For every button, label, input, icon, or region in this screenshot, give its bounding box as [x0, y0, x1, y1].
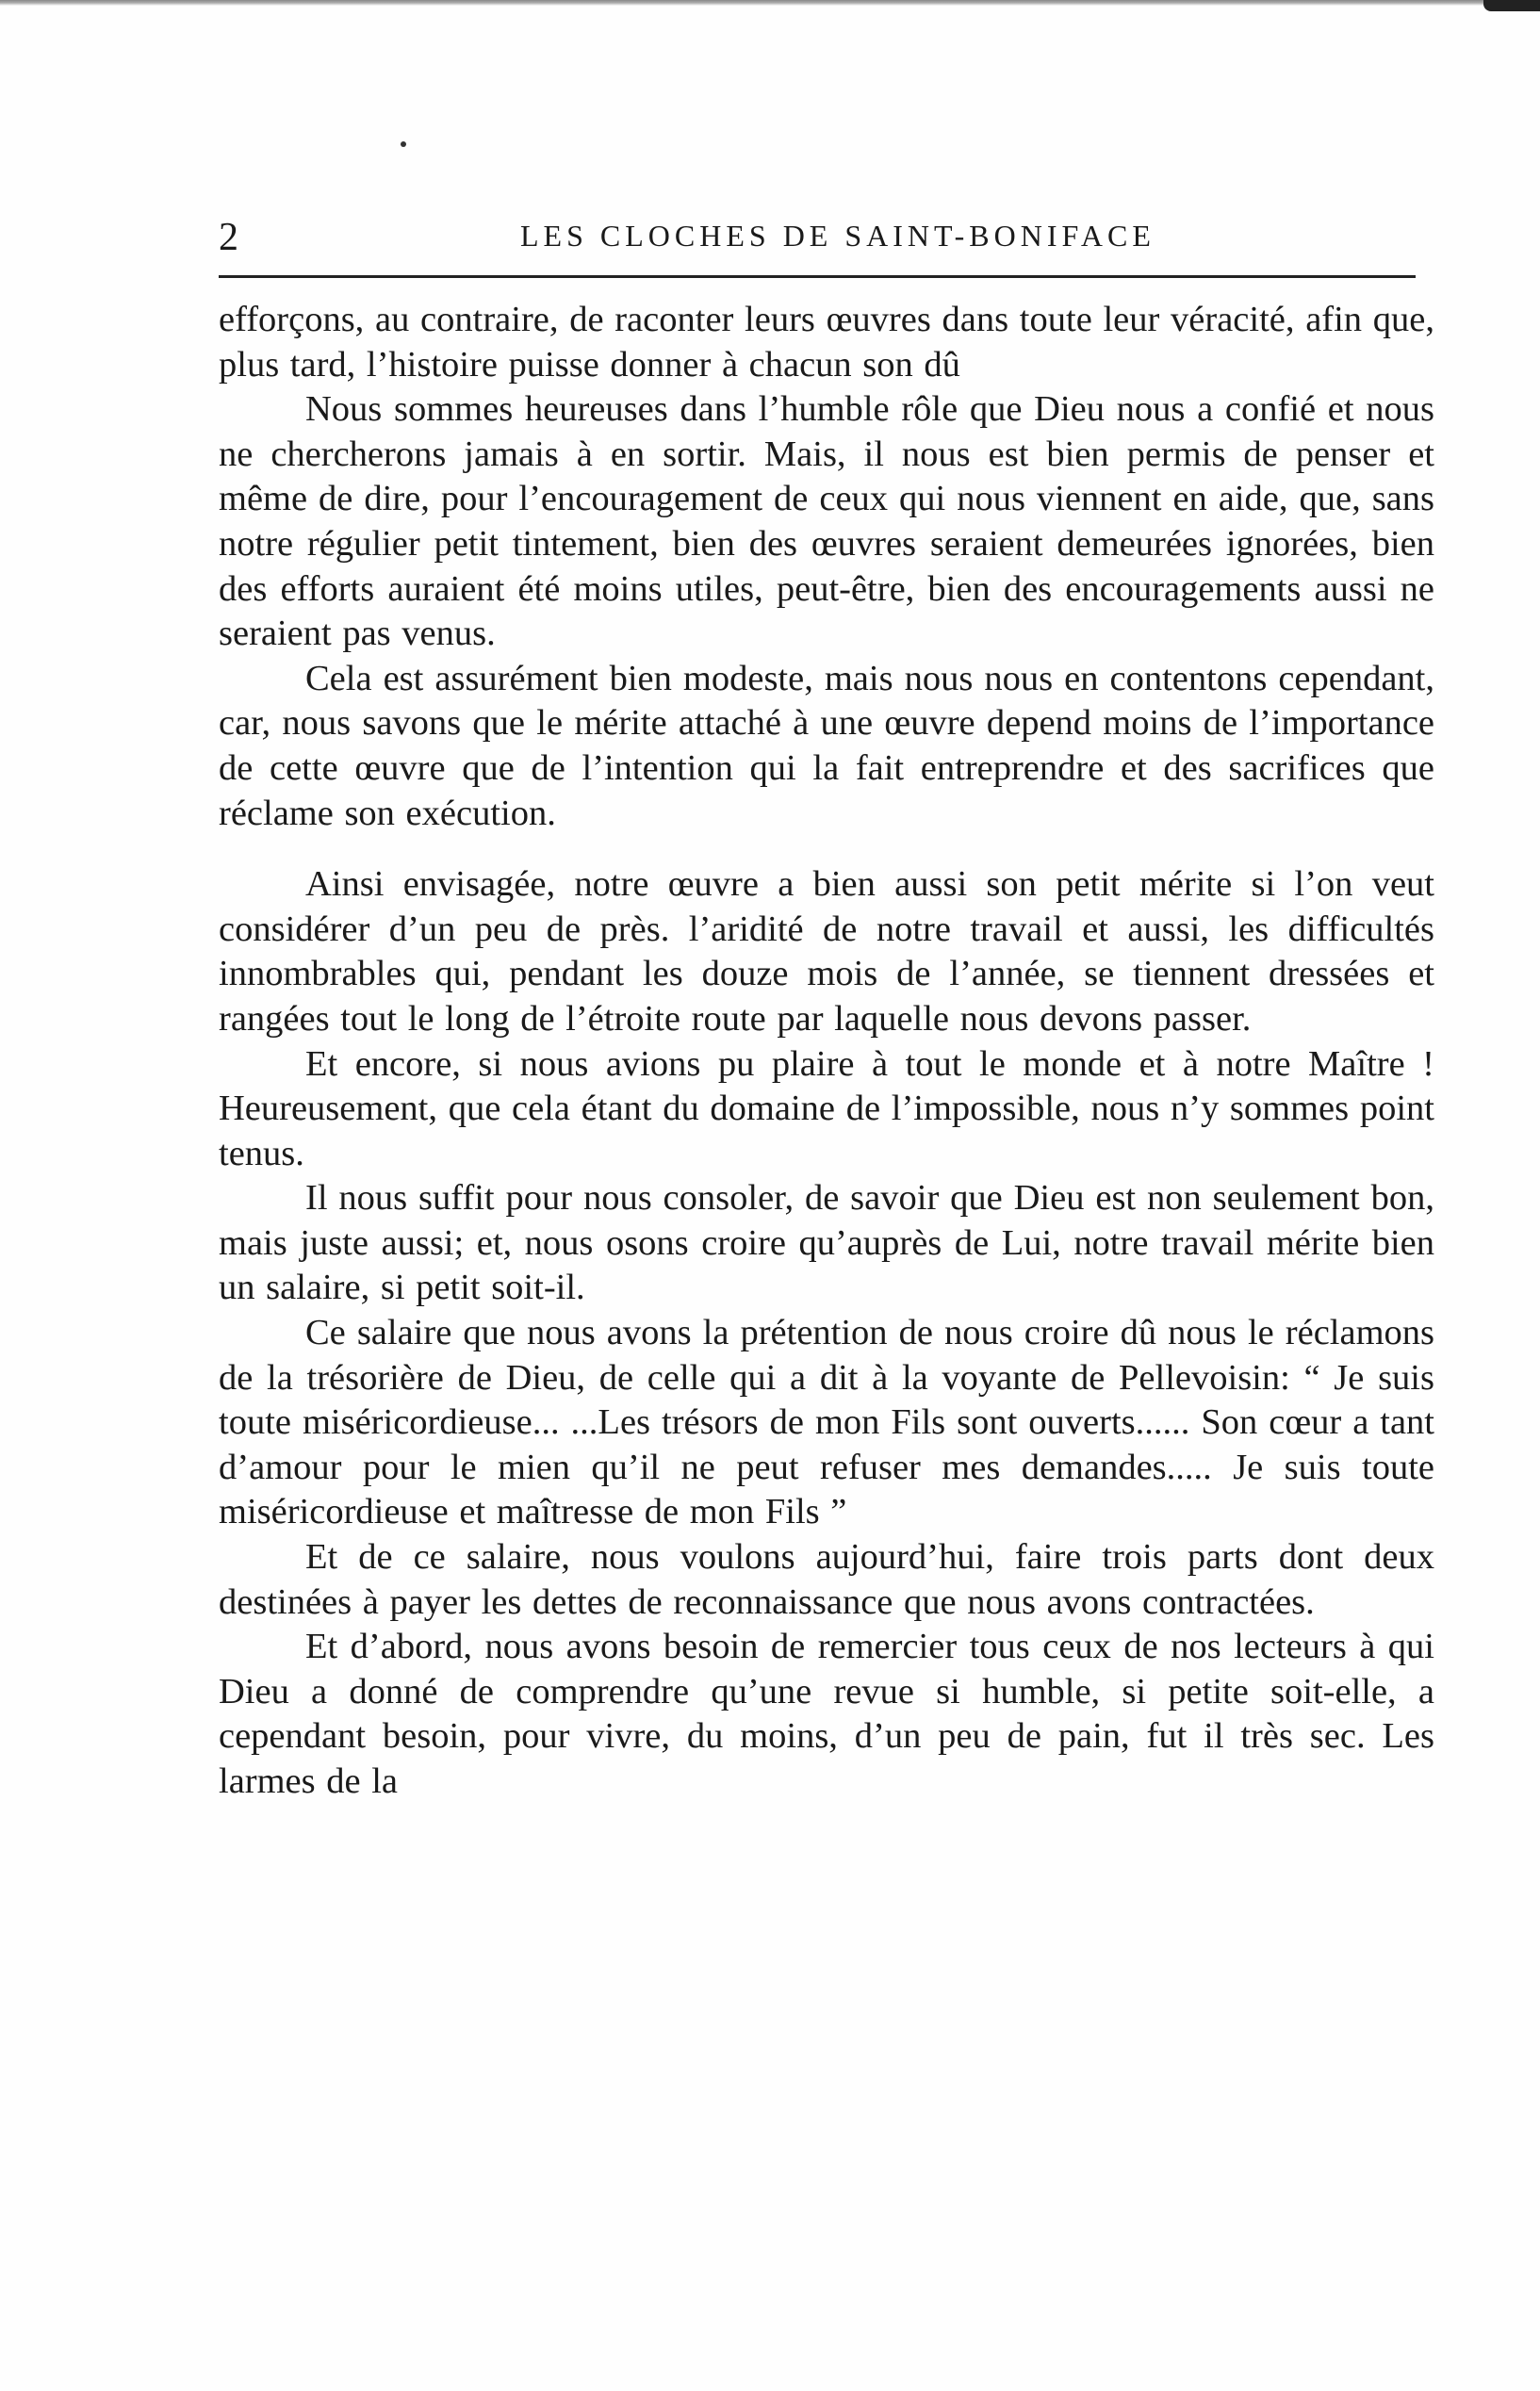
paragraph: Il nous suffit pour nous consoler, de savoir que Dieu est non seulement bon, mais juste aussi; et, nous osons croire qu’auprès de Lui, notre travail mérite bien un salaire, si petit soit-il.: [219, 1178, 1434, 1308]
running-title: LES CLOCHES DE SAINT-BONIFACE: [520, 219, 1155, 253]
paragraph: Ce salaire que nous avons la prétention de nous croire dû nous le réclamons de la trésorière de Dieu, de celle qui a dit à la voyante de Pellevoisin: “ Je suis toute miséricordieuse... ...Les trésors de mon Fils sont ouverts...... Son cœur a tant d’amour pour le mien qu’il ne peut refuser mes demandes..... Je suis toute miséricordieuse et maîtresse de mon Fils ”: [219, 1313, 1434, 1532]
paragraph: Et d’abord, nous avons besoin de remercier tous ceux de nos lecteurs à qui Dieu a donné de comprendre qu’une revue si humble, si petite soit-elle, a cependant besoin, pour vivre, du moins, d’un peu de pain, fut il très sec. Les larmes de la: [219, 1627, 1434, 1801]
page-number: 2: [219, 216, 239, 259]
page-header: [219, 209, 1416, 266]
header-rule: [219, 275, 1416, 278]
paragraph: Et encore, si nous avions pu plaire à tout le monde et à notre Maître ! Heureusement, que cela étant du domaine de l’impossible, nous n’y sommes point tenus.: [219, 1043, 1434, 1173]
body-text: [219, 298, 1434, 1805]
paragraph-continued: efforçons, au contraire, de raconter leurs œuvres dans toute leur véracité, afin que, plus tard, l’histoire puisse donner à chacun son dû: [219, 300, 1434, 385]
scan-corner-mark: [1483, 0, 1540, 11]
scan-top-edge: [0, 0, 1540, 6]
paragraph: Nous sommes heureuses dans l’humble rôle que Dieu nous a confié et nous ne chercherons jamais à en sortir. Mais, il nous est bien permis de penser et même de dire, pour l’encouragement de ceux qui nous viennent en aide, que, sans notre régulier petit tintement, bien des œuvres seraient demeurées ignorées, bien des efforts auraient été moins utiles, peut-être, bien des encouragements aussi ne seraient pas venus.: [219, 389, 1434, 654]
paragraph: Cela est assurément bien modeste, mais nous nous en contentons cependant, car, nous savons que le mérite attaché à une œuvre depend moins de l’importance de cette œuvre que de l’intention qui la fait entreprendre et des sacrifices que réclame son exécution.: [219, 658, 1434, 833]
paragraph: Ainsi envisagée, notre œuvre a bien aussi son petit mérite si l’on veut considérer d’un peu de près. l’aridité de notre travail et aussi, les difficultés innombrables qui, pendant les douze mois de l’année, se tiennent dressées et rangées tout le long de l’étroite route par laquelle nous devons passer.: [219, 864, 1434, 1039]
ink-speck: [401, 141, 406, 147]
paragraph: Et de ce salaire, nous voulons aujourd’hui, faire trois parts dont deux destinées à payer les dettes de reconnaissance que nous avons contractées.: [219, 1537, 1434, 1622]
